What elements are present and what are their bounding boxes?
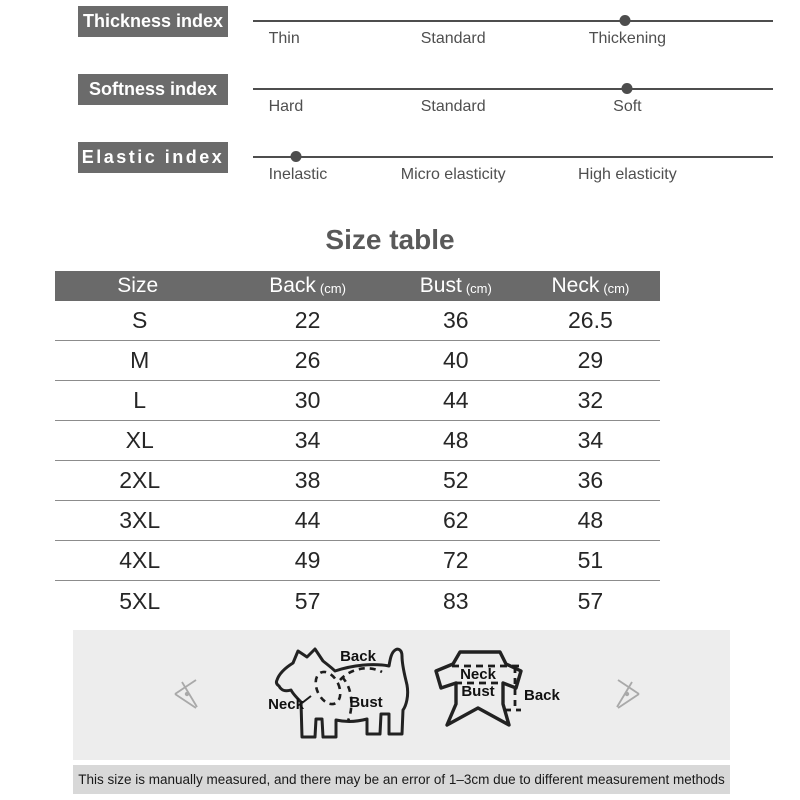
column-header-bust: Bust (cm) <box>419 274 492 297</box>
neck-cell: 36 <box>577 467 604 493</box>
slider-track <box>253 88 773 90</box>
back-cell: 30 <box>294 387 321 413</box>
softness-index-label-box <box>78 74 228 105</box>
table-row <box>55 421 660 461</box>
column-header-size: Size <box>117 274 159 297</box>
neck-cell: 51 <box>577 547 604 573</box>
slider-tick-labels <box>253 98 773 122</box>
slider-track <box>253 20 773 22</box>
back-cell: 57 <box>294 587 321 614</box>
measurement-note-text: This size is manually measured, and there may be an error of 1–3cm due to different measurement methods <box>78 772 725 787</box>
slider-dot <box>291 151 302 162</box>
elastic-index-slider <box>253 147 773 193</box>
tick-label: Inelastic <box>268 166 328 183</box>
column-header-back: Back (cm) <box>269 274 346 297</box>
size-cell: S <box>132 307 148 333</box>
elastic-index-label-box <box>78 142 228 173</box>
bust-cell: 36 <box>443 307 469 333</box>
slider-tick-labels <box>253 30 773 54</box>
neck-cell: 48 <box>577 507 604 533</box>
size-cell: 2XL <box>119 467 161 493</box>
back-cell: 34 <box>294 427 321 453</box>
back-cell: 49 <box>294 547 321 573</box>
neck-cell: 29 <box>577 347 604 373</box>
tick-label: Micro elasticity <box>400 166 506 183</box>
back-cell: 44 <box>294 507 321 533</box>
size-table-title: Size table <box>325 224 455 255</box>
softness-index-row <box>0 74 800 126</box>
size-table-header <box>55 271 660 301</box>
carousel-prev-icon[interactable] <box>169 676 203 712</box>
slider-dot <box>622 83 633 94</box>
tick-label: Standard <box>420 30 486 47</box>
table-row <box>55 301 660 341</box>
back-cell: 22 <box>294 307 321 333</box>
back-cell: 38 <box>294 467 321 493</box>
table-row <box>55 461 660 501</box>
neck-cell: 26.5 <box>568 307 613 333</box>
neck-cell: 32 <box>577 387 604 413</box>
bust-cell: 62 <box>443 507 469 533</box>
tick-label: Thin <box>268 30 300 47</box>
tick-label: Thickening <box>588 30 667 47</box>
tick-label: Soft <box>613 98 642 115</box>
dog-neck-label: Neck <box>268 696 304 713</box>
bust-cell: 83 <box>443 587 469 614</box>
table-row <box>55 341 660 381</box>
size-cell: 5XL <box>119 587 161 614</box>
bust-cell: 72 <box>443 547 469 573</box>
bust-cell: 52 <box>443 467 469 493</box>
dog-back-label: Back <box>340 648 376 665</box>
slider-track <box>253 156 773 158</box>
thickness-index-label-box <box>78 6 228 37</box>
bust-cell: 40 <box>443 347 469 373</box>
table-row <box>55 541 660 581</box>
softness-index-slider <box>253 79 773 125</box>
measurement-note-bar <box>73 765 730 794</box>
size-cell: 3XL <box>119 507 161 533</box>
dog-bust-label: Bust <box>349 694 383 711</box>
neck-cell: 57 <box>577 587 604 614</box>
dog-measure-diagram <box>255 630 445 755</box>
column-header-neck: Neck (cm) <box>551 274 630 297</box>
garment-neck-label: Neck <box>460 666 496 683</box>
thickness-index-row <box>0 6 800 58</box>
slider-dot <box>619 15 630 26</box>
size-cell: 4XL <box>119 547 161 573</box>
measure-diagram-strip <box>73 630 730 760</box>
tick-label: High elasticity <box>578 166 677 183</box>
garment-back-label: Back <box>524 687 560 704</box>
thickness-index-slider <box>253 11 773 57</box>
garment-bust-label: Bust <box>461 683 495 700</box>
thickness-index-label: Thickness index <box>82 11 224 31</box>
table-row <box>55 581 660 621</box>
back-cell: 26 <box>294 347 321 373</box>
table-row <box>55 381 660 421</box>
table-row <box>55 501 660 541</box>
bust-cell: 48 <box>443 427 469 453</box>
neck-cell: 34 <box>577 427 604 453</box>
bust-cell: 44 <box>443 387 469 413</box>
garment-measure-diagram <box>420 630 580 755</box>
tick-label: Hard <box>268 98 304 115</box>
size-cell: M <box>130 347 150 373</box>
softness-index-label: Softness index <box>88 79 218 99</box>
elastic-index-row <box>0 142 800 194</box>
size-cell: L <box>133 387 147 413</box>
elastic-index-label: Elastic index <box>81 147 225 167</box>
slider-tick-labels <box>253 166 773 190</box>
size-table <box>55 271 660 621</box>
tick-label: Standard <box>420 98 486 115</box>
carousel-next-icon[interactable] <box>611 676 645 712</box>
size-cell: XL <box>125 427 154 453</box>
